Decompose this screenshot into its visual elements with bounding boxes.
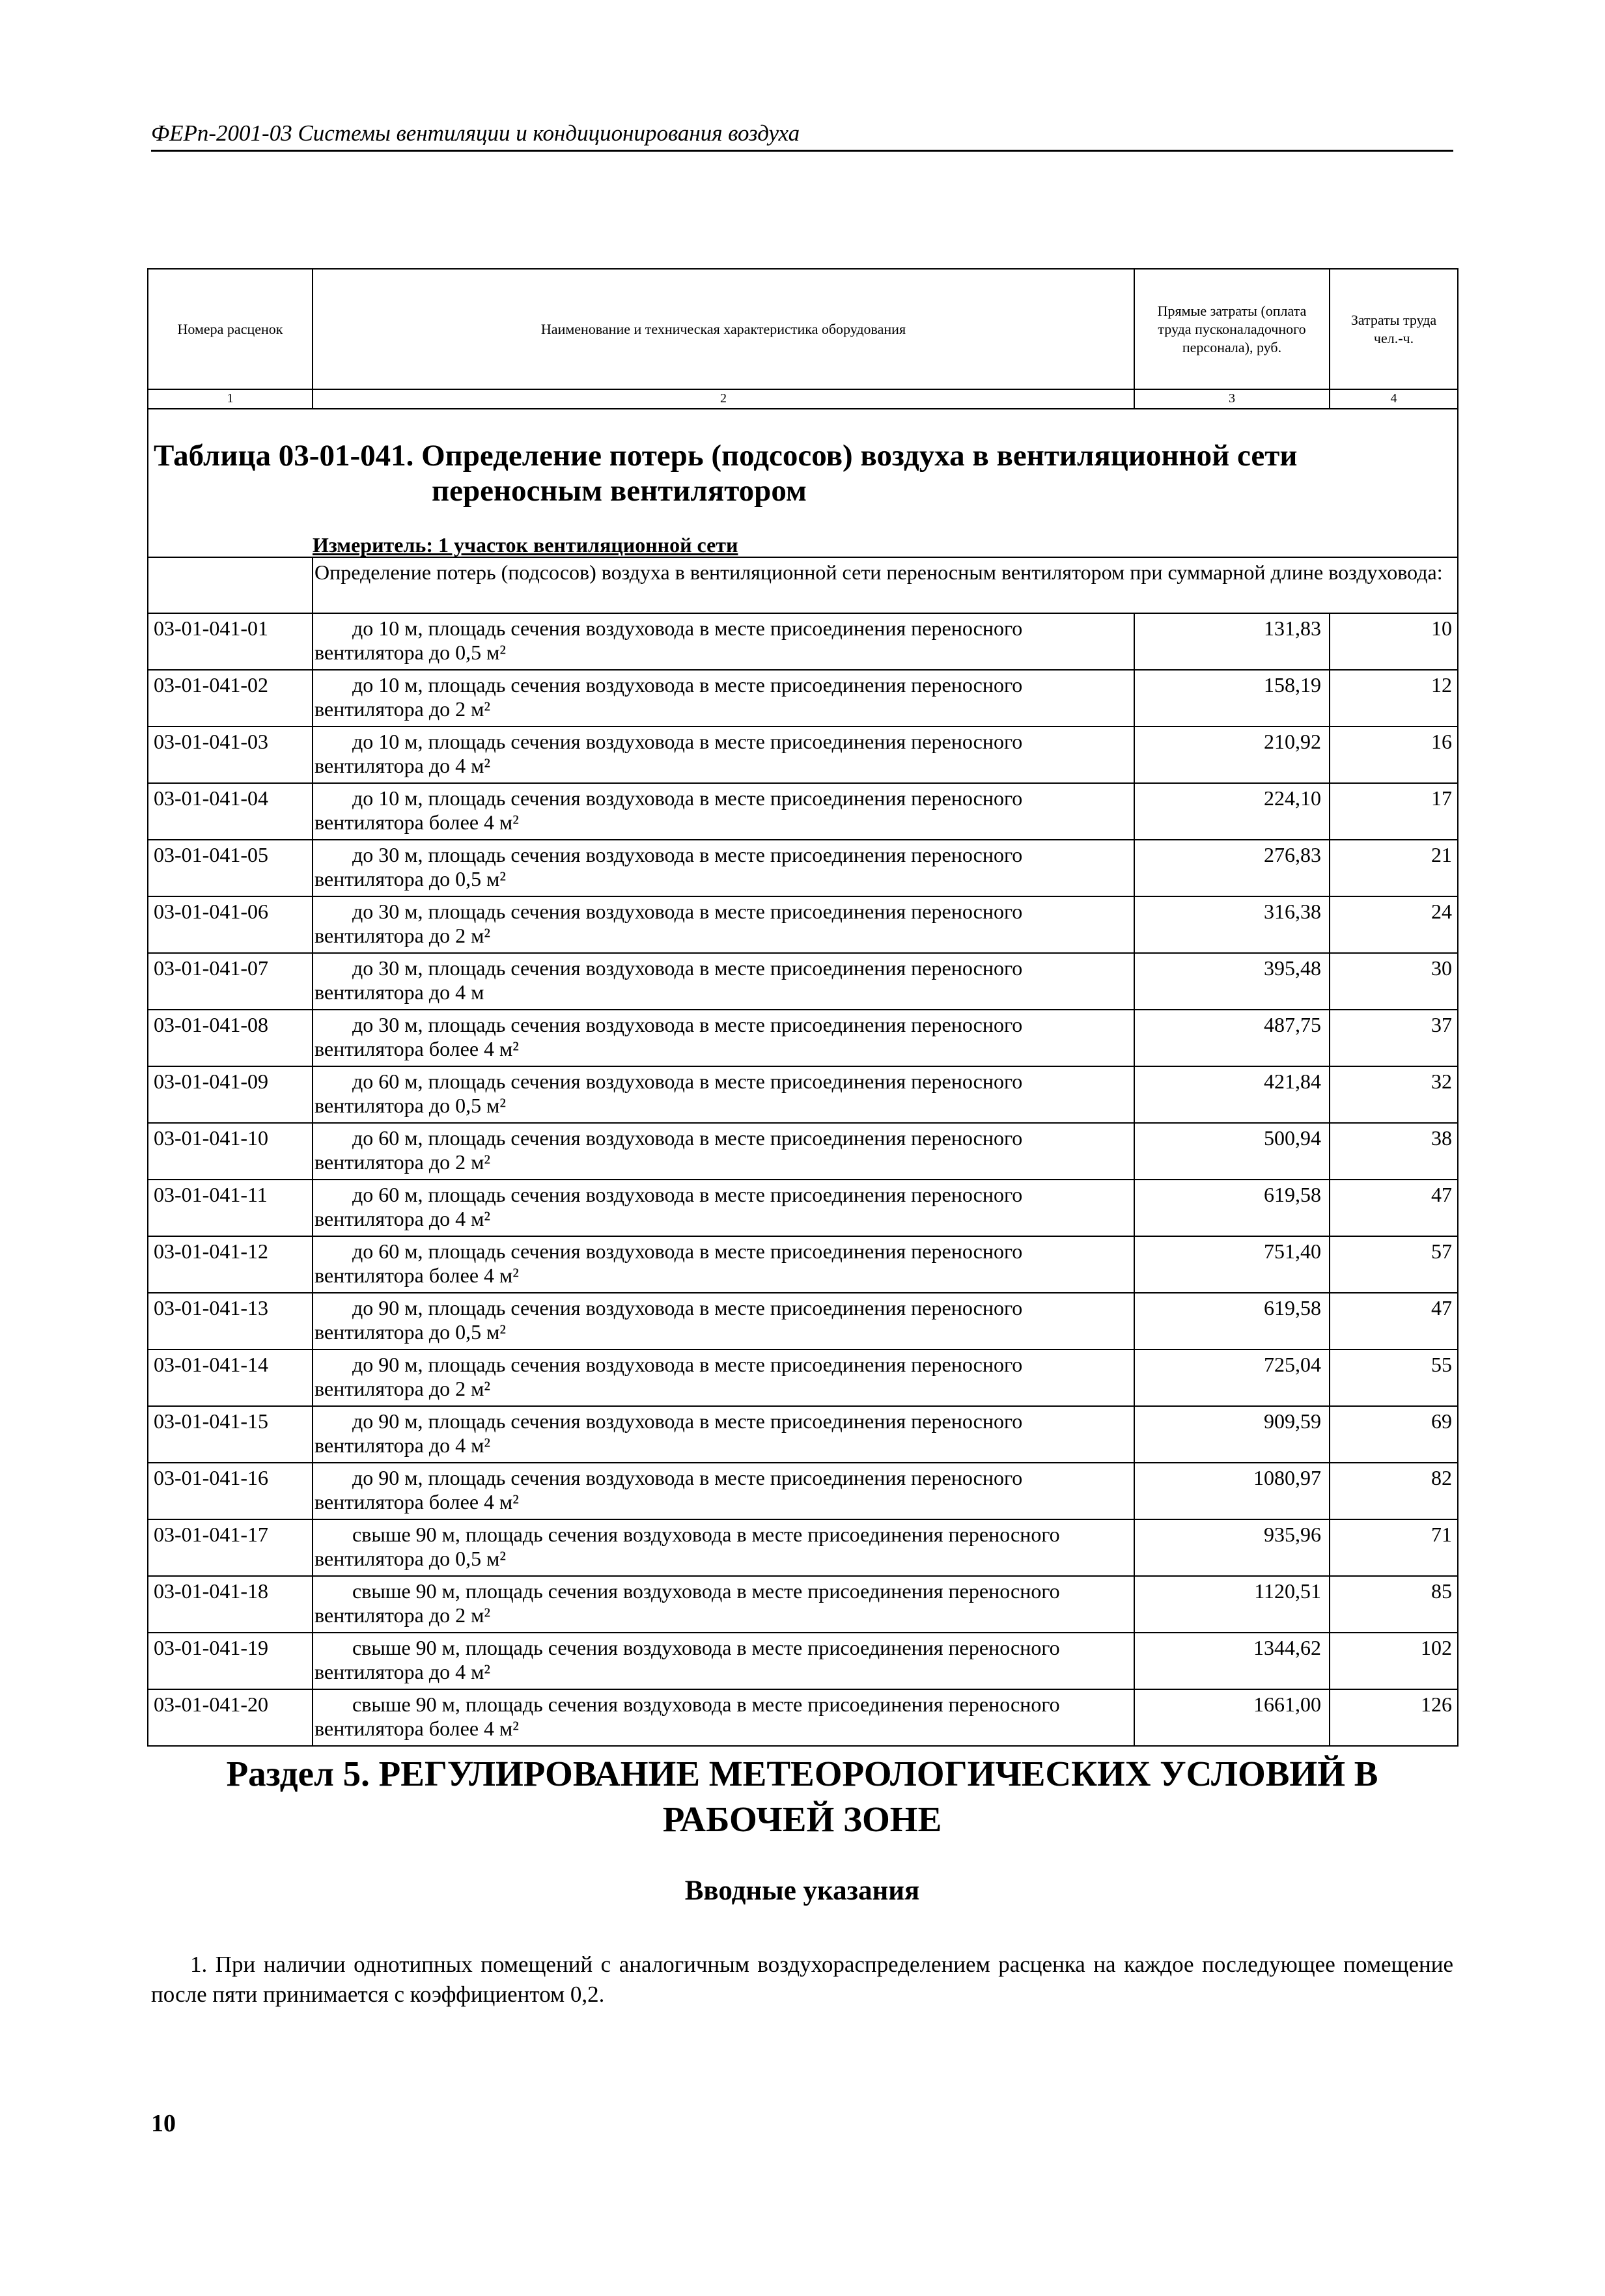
table-row — [148, 1123, 1458, 1180]
labor-cost: 17 — [1330, 783, 1458, 840]
direct-cost: 1120,51 — [1134, 1576, 1330, 1633]
rate-code: 03-01-041-02 — [148, 670, 313, 726]
labor-cost: 10 — [1330, 613, 1458, 670]
col-header-name: Наименование и техническая характеристика оборудования — [313, 269, 1134, 389]
rate-code: 03-01-041-20 — [148, 1689, 313, 1746]
labor-cost: 47 — [1330, 1180, 1458, 1236]
intro-text: Определение потерь (подсосов) воздуха в вентиляционной сети переносным вентилятором при суммарной длине воздуховода: — [314, 560, 1443, 584]
table-row — [148, 783, 1458, 840]
rate-description: до 90 м, площадь сечения воздуховода в месте присоединения переносного вентилятора более 4 м² — [313, 1463, 1134, 1519]
rate-description: до 10 м, площадь сечения воздуховода в месте присоединения переносного вентилятора более 4 м² — [313, 783, 1134, 840]
direct-cost: 909,59 — [1134, 1406, 1330, 1463]
direct-cost: 158,19 — [1134, 670, 1330, 726]
meter-label: Измеритель: 1 участок вентиляционной сети — [313, 533, 738, 557]
labor-cost: 47 — [1330, 1293, 1458, 1349]
labor-cost: 55 — [1330, 1349, 1458, 1406]
labor-cost: 21 — [1330, 840, 1458, 896]
rate-code: 03-01-041-14 — [148, 1349, 313, 1406]
labor-cost: 69 — [1330, 1406, 1458, 1463]
table-row — [148, 726, 1458, 783]
rate-code: 03-01-041-11 — [148, 1180, 313, 1236]
rate-code: 03-01-041-10 — [148, 1123, 313, 1180]
labor-cost: 57 — [1330, 1236, 1458, 1293]
direct-cost: 619,58 — [1134, 1180, 1330, 1236]
table-row — [148, 1066, 1458, 1123]
labor-cost: 32 — [1330, 1066, 1458, 1123]
labor-cost: 37 — [1330, 1010, 1458, 1066]
col-number: 2 — [313, 389, 1134, 409]
rate-description: свыше 90 м, площадь сечения воздуховода в месте присоединения переносного вентилятора более 4 м² — [313, 1689, 1134, 1746]
direct-cost: 421,84 — [1134, 1066, 1330, 1123]
direct-cost: 395,48 — [1134, 953, 1330, 1010]
table-title-row — [148, 409, 1458, 515]
direct-cost: 725,04 — [1134, 1349, 1330, 1406]
rate-description: свыше 90 м, площадь сечения воздуховода в месте присоединения переносного вентилятора до 4 м² — [313, 1633, 1134, 1689]
labor-cost: 126 — [1330, 1689, 1458, 1746]
table-row — [148, 1463, 1458, 1519]
page-number: 10 — [151, 2110, 176, 2137]
labor-cost: 82 — [1330, 1463, 1458, 1519]
table-row — [148, 670, 1458, 726]
rate-description: до 90 м, площадь сечения воздуховода в месте присоединения переносного вентилятора до 4 м² — [313, 1406, 1134, 1463]
table-row — [148, 1689, 1458, 1746]
table-row — [148, 1180, 1458, 1236]
table-row — [148, 1349, 1458, 1406]
rate-description: до 30 м, площадь сечения воздуховода в месте присоединения переносного вентилятора до 2 м² — [313, 896, 1134, 953]
table-row — [148, 840, 1458, 896]
direct-cost: 751,40 — [1134, 1236, 1330, 1293]
table-title — [148, 409, 1457, 515]
direct-cost: 619,58 — [1134, 1293, 1330, 1349]
direct-cost: 131,83 — [1134, 613, 1330, 670]
rate-code: 03-01-041-15 — [148, 1406, 313, 1463]
rate-description: до 60 м, площадь сечения воздуховода в месте присоединения переносного вентилятора до 2 м² — [313, 1123, 1134, 1180]
paragraph: 1. При наличии однотипных помещений с аналогичным воздухораспределением расценка на каждое последующее помещение после пяти принимается с коэффициентом 0,2. — [151, 1952, 1453, 2007]
table-row — [148, 1406, 1458, 1463]
labor-cost: 16 — [1330, 726, 1458, 783]
rate-code: 03-01-041-08 — [148, 1010, 313, 1066]
labor-cost: 38 — [1330, 1123, 1458, 1180]
col-number: 3 — [1134, 389, 1330, 409]
rate-code: 03-01-041-19 — [148, 1633, 313, 1689]
table-title-line1: Таблица 03-01-041. Определение потерь (подсосов) воздуха в вентиляционной сети — [154, 439, 1298, 473]
section-title — [151, 1751, 1453, 1842]
direct-cost: 1080,97 — [1134, 1463, 1330, 1519]
norms-table — [147, 268, 1458, 1747]
direct-cost: 210,92 — [1134, 726, 1330, 783]
rate-code: 03-01-041-07 — [148, 953, 313, 1010]
rate-description: до 30 м, площадь сечения воздуховода в месте присоединения переносного вентилятора до 0,5 м² — [313, 840, 1134, 896]
labor-cost: 85 — [1330, 1576, 1458, 1633]
meter-row — [148, 515, 1458, 557]
rate-description: свыше 90 м, площадь сечения воздуховода в месте присоединения переносного вентилятора до 0,5 м² — [313, 1519, 1134, 1576]
labor-cost: 102 — [1330, 1633, 1458, 1689]
col-header-codes: Номера расценок — [148, 269, 313, 389]
rate-code: 03-01-041-16 — [148, 1463, 313, 1519]
table-row — [148, 1293, 1458, 1349]
rate-description: до 10 м, площадь сечения воздуховода в месте присоединения переносного вентилятора до 0,5 м² — [313, 613, 1134, 670]
intro-row — [148, 557, 1458, 613]
table-row — [148, 1010, 1458, 1066]
rate-description: до 30 м, площадь сечения воздуховода в месте присоединения переносного вентилятора более 4 м² — [313, 1010, 1134, 1066]
running-title: ФЕРп-2001-03 Системы вентиляции и кондиционирования воздуха — [151, 120, 1453, 152]
direct-cost: 224,10 — [1134, 783, 1330, 840]
direct-cost: 1661,00 — [1134, 1689, 1330, 1746]
direct-cost: 500,94 — [1134, 1123, 1330, 1180]
section-title-line2: РАБОЧЕЙ ЗОНЕ — [662, 1799, 942, 1839]
table-row — [148, 896, 1458, 953]
table-row — [148, 1519, 1458, 1576]
direct-cost: 487,75 — [1134, 1010, 1330, 1066]
rate-description: до 10 м, площадь сечения воздуховода в месте присоединения переносного вентилятора до 2 м² — [313, 670, 1134, 726]
col-number: 1 — [148, 389, 313, 409]
rate-code: 03-01-041-03 — [148, 726, 313, 783]
direct-cost: 316,38 — [1134, 896, 1330, 953]
labor-cost: 24 — [1330, 896, 1458, 953]
rate-description: до 90 м, площадь сечения воздуховода в месте присоединения переносного вентилятора до 0,5 м² — [313, 1293, 1134, 1349]
col-header-labor: Затраты труда чел.-ч. — [1330, 269, 1458, 389]
rate-code: 03-01-041-09 — [148, 1066, 313, 1123]
rate-code: 03-01-041-05 — [148, 840, 313, 896]
direct-cost: 276,83 — [1134, 840, 1330, 896]
rate-code: 03-01-041-04 — [148, 783, 313, 840]
direct-cost: 1344,62 — [1134, 1633, 1330, 1689]
rate-description: до 90 м, площадь сечения воздуховода в месте присоединения переносного вентилятора до 2 м² — [313, 1349, 1134, 1406]
rate-description: до 60 м, площадь сечения воздуховода в месте присоединения переносного вентилятора до 4 м² — [313, 1180, 1134, 1236]
rate-description: до 60 м, площадь сечения воздуховода в месте присоединения переносного вентилятора более 4 м² — [313, 1236, 1134, 1293]
labor-cost: 71 — [1330, 1519, 1458, 1576]
intro-heading: Вводные указания — [684, 1875, 920, 1906]
direct-cost: 935,96 — [1134, 1519, 1330, 1576]
table-row — [148, 1576, 1458, 1633]
rate-code: 03-01-041-18 — [148, 1576, 313, 1633]
rate-code: 03-01-041-01 — [148, 613, 313, 670]
column-numbers-row — [148, 389, 1458, 409]
col-number: 4 — [1330, 389, 1458, 409]
rate-code: 03-01-041-12 — [148, 1236, 313, 1293]
table-title-line2: переносным вентилятором — [432, 474, 807, 508]
table-row — [148, 613, 1458, 670]
section-title-line1: Раздел 5. РЕГУЛИРОВАНИЕ МЕТЕОРОЛОГИЧЕСКИХ УСЛОВИЙ В — [226, 1754, 1378, 1793]
rate-code: 03-01-041-13 — [148, 1293, 313, 1349]
rate-description: до 10 м, площадь сечения воздуховода в месте присоединения переносного вентилятора до 4 м² — [313, 726, 1134, 783]
header-row — [148, 269, 1458, 389]
table-row — [148, 953, 1458, 1010]
rate-description: до 60 м, площадь сечения воздуховода в месте присоединения переносного вентилятора до 0,5 м² — [313, 1066, 1134, 1123]
rate-code: 03-01-041-06 — [148, 896, 313, 953]
rate-description: свыше 90 м, площадь сечения воздуховода в месте присоединения переносного вентилятора до 2 м² — [313, 1576, 1134, 1633]
col-header-cost: Прямые затраты (оплата труда пусконаладочного персонала), руб. — [1134, 269, 1330, 389]
table-row — [148, 1236, 1458, 1293]
rate-description: до 30 м, площадь сечения воздуховода в месте присоединения переносного вентилятора до 4 м — [313, 953, 1134, 1010]
rate-code: 03-01-041-17 — [148, 1519, 313, 1576]
table-row — [148, 1633, 1458, 1689]
labor-cost: 30 — [1330, 953, 1458, 1010]
labor-cost: 12 — [1330, 670, 1458, 726]
